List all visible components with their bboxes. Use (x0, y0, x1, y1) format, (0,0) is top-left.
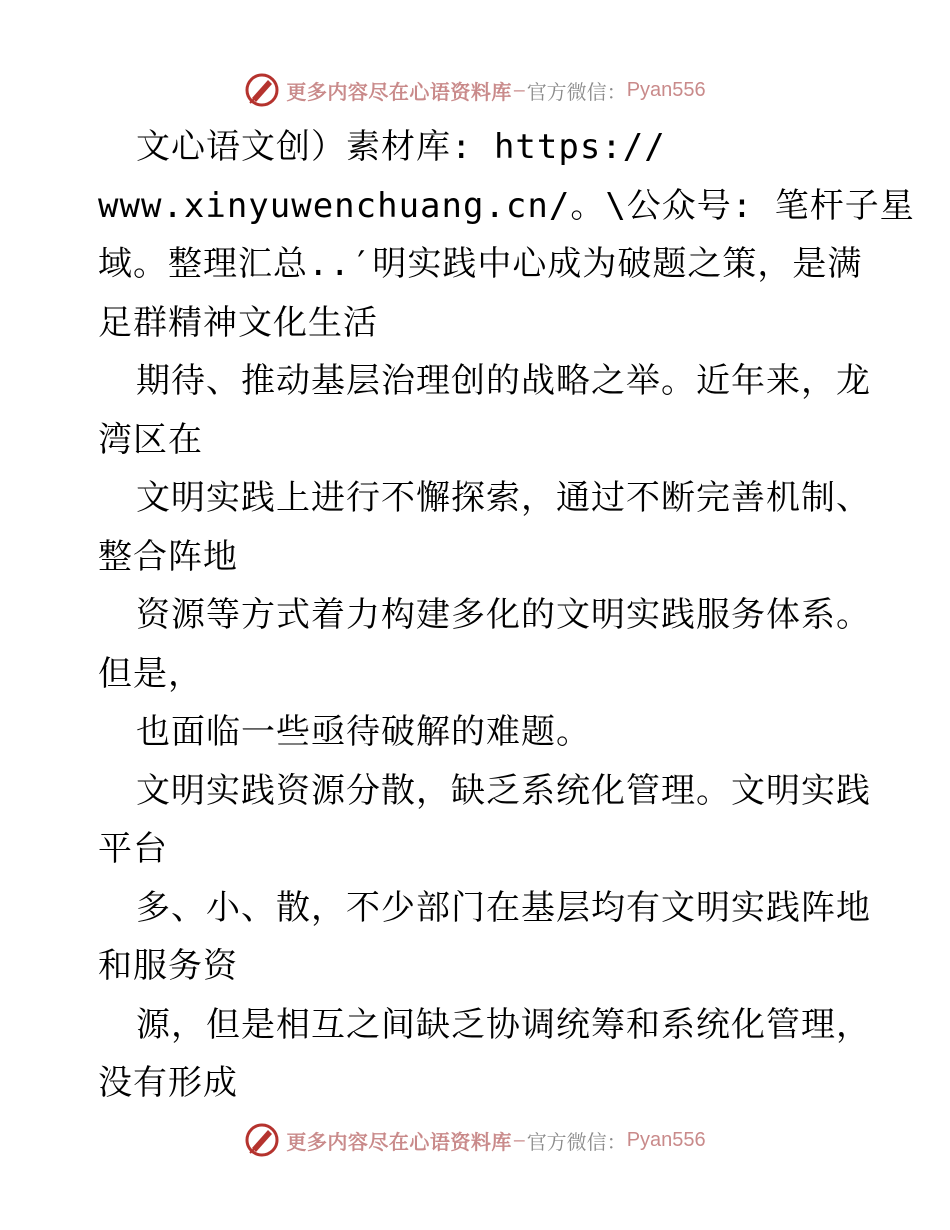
body-line: www.xinyuwenchuang.cn/。\公众号: 笔杆子星 (98, 185, 915, 226)
watermark-main: 更多内容尽在心语资料库 (286, 79, 512, 104)
document-body (98, 118, 915, 1113)
body-line: 文明实践上进行不懈探索，通过不断完善机制、 (136, 478, 871, 518)
body-line: 但是， (98, 653, 203, 694)
watermark-wechat-label: 官方微信： (526, 1129, 627, 1154)
watermark-wechat-id: Pyan556 (626, 78, 706, 101)
watermark-wechat-id: Pyan556 (626, 1128, 706, 1151)
body-line: 和服务资 (98, 946, 238, 986)
footer-watermark (0, 1120, 950, 1160)
body-line: 足群精神文化生活 (98, 302, 378, 343)
body-line: 平台 (98, 829, 168, 869)
body-line: 整合阵地 (98, 536, 238, 577)
body-line: 文心语文创）素材库: https:// (136, 127, 666, 167)
body-line: 文明实践资源分散，缺乏系统化管理。文明实践 (136, 770, 871, 811)
body-line: 多、小、散，不少部门在基层均有文明实践阵地 (136, 887, 871, 928)
pen-logo-icon (244, 1122, 280, 1158)
watermark-separator: — (513, 1129, 525, 1151)
body-line: 域。整理汇总..′明实践中心成为破题之策，是满 (98, 244, 863, 284)
header-watermark (0, 70, 950, 110)
body-line: 期待、推动基层治理创的战略之举。近年来，龙 (136, 361, 871, 401)
watermark-separator: — (513, 79, 525, 101)
watermark-main: 更多内容尽在心语资料库 (286, 1129, 512, 1154)
body-line: 没有形成 (98, 1063, 238, 1103)
body-line: 湾区在 (98, 419, 203, 460)
body-line: 资源等方式着力构建多化的文明实践服务体系。 (136, 595, 871, 635)
body-line: 也面临一些亟待破解的难题。 (136, 712, 591, 752)
watermark-wechat-label: 官方微信： (526, 79, 627, 104)
pen-logo-icon (244, 72, 280, 108)
body-line: 源，但是相互之间缺乏协调统筹和系统化管理， (136, 1004, 871, 1045)
